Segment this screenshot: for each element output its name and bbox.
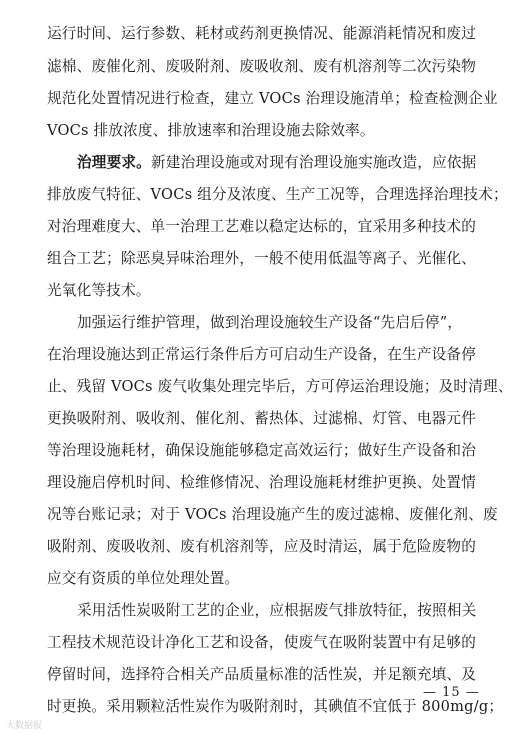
body-text-line: 运行时间、运行参数、耗材或药剂更换情况、能源消耗情况和废过 — [47, 25, 477, 42]
body-text-line: 理设施启停机时间、检维修情况、治理设施耗材维护更换、处置情 — [47, 474, 477, 491]
body-text-line: 应交有资质的单位处理处置。 — [47, 570, 240, 587]
body-text-line: 组合工艺；除恶臭异味治理外，一般不使用低温等离子、光催化、 — [47, 250, 477, 267]
body-text-line: 止、残留 VOCs 废气收集处理完毕后，方可停运治理设施；及时清理、 — [47, 378, 513, 395]
body-text-line: 滤棉、废催化剂、废吸附剂、废吸收剂、废有机溶剂等二次污染物 — [47, 58, 477, 75]
paragraph-first-line: 加强运行维护管理，做到治理设施较生产设备“先启后停”， — [77, 314, 463, 331]
body-text-line: 更换吸附剂、吸收剂、催化剂、蓄热体、过滤棉、灯管、电器元件 — [47, 410, 477, 427]
body-text-line: 等治理设施耗材，确保设施能够稳定高效运行；做好生产设备和治 — [47, 442, 477, 459]
body-text-line: 光氧化等技术。 — [47, 282, 151, 299]
body-text-line: 时更换。采用颗粒活性炭作为吸附剂时，其碘值不宜低于 800mg/g； — [47, 698, 504, 715]
body-text: 新建治理设施或对现有治理设施实施改造，应依据 — [150, 154, 477, 171]
body-text-line: 对治理难度大、单一治理工艺难以稳定达标的，宜采用多种技术的 — [47, 218, 477, 235]
paragraph-first-line — [77, 156, 476, 171]
body-text-line: 停留时间，选择符合相关产品质量标准的活性炭，并足额充填、及 — [47, 666, 477, 683]
body-text-line: 吸附剂、废吸收剂、废有机溶剂等，应及时清运，属于危险废物的 — [47, 538, 477, 555]
watermark: 大数据报 — [6, 721, 43, 731]
body-text-line: 工程技术规范设计净化工艺和设备，使废气在吸附装置中有足够的 — [47, 634, 477, 651]
body-text-line: VOCs 排放浓度、排放速率和治理设施去除效率。 — [47, 122, 375, 139]
body-text-line: 在治理设施达到正常运行条件后方可启动生产设备，在生产设备停 — [47, 346, 477, 363]
page-number: — 15 — — [423, 685, 480, 700]
paragraph-first-line: 采用活性炭吸附工艺的企业，应根据废气排放特征，按照相关 — [77, 602, 477, 619]
body-text-line: 排放废气特征、VOCs 组分及浓度、生产工况等，合理选择治理技术； — [47, 186, 508, 203]
body-text-line: 况等台账记录；对于 VOCs 治理设施产生的废过滤棉、废催化剂、废 — [47, 506, 498, 523]
section-heading: 治理要求。 — [77, 154, 151, 171]
body-text-line: 规范化处置情况进行检查，建立 VOCs 治理设施清单；检查检测企业 — [47, 90, 498, 107]
